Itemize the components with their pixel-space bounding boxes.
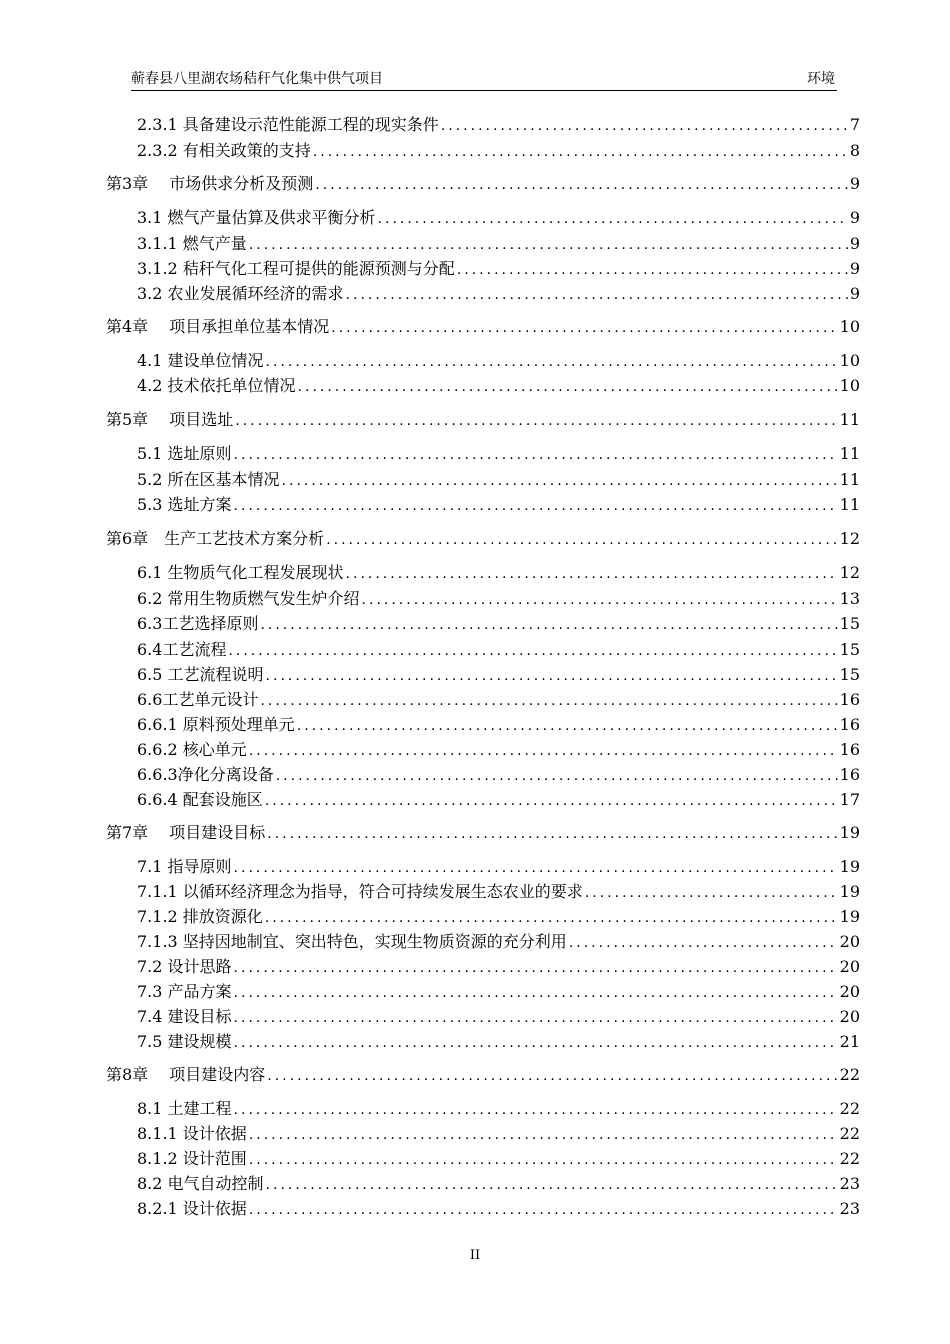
toc-entry-title: 7.1 指导原则 — [137, 857, 232, 876]
toc-entry-page-number: 15 — [839, 665, 860, 684]
toc-entry-title: 第3章 市场供求分析及预测 — [106, 174, 314, 193]
toc-entry-title: 6.6.4 配套设施区 — [137, 790, 263, 809]
dot-leader — [234, 495, 838, 517]
toc-entry-title: 4.1 建设单位情况 — [137, 351, 264, 370]
dot-leader — [267, 1065, 837, 1087]
toc-chapter-entry[interactable] — [106, 822, 860, 844]
dot-leader — [298, 376, 838, 398]
toc-entry-page-number: 22 — [839, 1149, 860, 1168]
toc-entry-title: 3.1 燃气产量估算及供求平衡分析 — [137, 208, 376, 227]
dot-leader — [362, 589, 838, 611]
toc-entry-page-number: 20 — [839, 1007, 860, 1026]
toc-entry[interactable] — [137, 233, 860, 255]
toc-entry-page-number: 9 — [849, 208, 860, 227]
dot-leader — [282, 470, 838, 492]
toc-entry[interactable] — [137, 1123, 860, 1145]
toc-entry-page-number: 9 — [849, 284, 860, 303]
toc-entry-title: 第7章 项目建设目标 — [106, 823, 266, 842]
dot-leader — [331, 317, 837, 339]
toc-entry-page-number: 16 — [839, 715, 860, 734]
toc-entry-title: 2.3.2 有相关政策的支持 — [137, 141, 311, 160]
toc-entry-title: 3.1.2 秸秆气化工程可提供的能源预测与分配 — [137, 259, 455, 278]
toc-entry-page-number: 20 — [839, 932, 860, 951]
toc-entry-title: 2.3.1 具备建设示范性能源工程的现实条件 — [137, 115, 439, 134]
dot-leader — [260, 690, 837, 712]
toc-entry-page-number: 21 — [839, 1032, 860, 1051]
dot-leader — [266, 1174, 838, 1196]
toc-entry-title: 6.3工艺选择原则 — [137, 614, 259, 633]
dot-leader — [260, 614, 837, 636]
toc-entry-page-number: 23 — [839, 1174, 860, 1193]
dot-leader — [276, 765, 838, 787]
toc-entry-title: 第5章 项目选址 — [106, 410, 234, 429]
dot-leader — [315, 174, 848, 196]
dot-leader — [249, 740, 838, 762]
dot-leader — [234, 982, 838, 1004]
toc-entry-page-number: 11 — [839, 444, 860, 463]
toc-entry-page-number: 16 — [839, 740, 860, 759]
toc-entry-page-number: 16 — [839, 765, 860, 784]
toc-entry[interactable] — [137, 789, 860, 811]
toc-entry[interactable] — [137, 906, 860, 928]
dot-leader — [234, 1099, 838, 1121]
toc-entry-title: 6.2 常用生物质燃气发生炉介绍 — [137, 589, 360, 608]
header-right-label: 环境 — [807, 71, 835, 87]
toc-entry-title: 6.5 工艺流程说明 — [137, 665, 264, 684]
toc-entry-title: 7.3 产品方案 — [137, 982, 232, 1001]
dot-leader — [346, 284, 848, 306]
toc-entry[interactable] — [137, 114, 860, 136]
toc-entry-page-number: 11 — [839, 410, 860, 429]
toc-entry-title: 6.6工艺单元设计 — [137, 690, 259, 709]
toc-entry[interactable] — [137, 664, 860, 686]
toc-entry-title: 5.3 选址方案 — [137, 495, 232, 514]
page-number: II — [469, 1248, 481, 1263]
toc-entry-title: 第8章 项目建设内容 — [106, 1065, 266, 1084]
toc-entry-page-number: 12 — [839, 529, 860, 548]
toc-entry-title: 4.2 技术依托单位情况 — [137, 376, 296, 395]
toc-chapter-entry[interactable] — [106, 528, 860, 550]
dot-leader — [569, 932, 838, 954]
toc-entry-title: 3.2 农业发展循环经济的需求 — [137, 284, 344, 303]
toc-entry-title: 7.5 建设规模 — [137, 1032, 232, 1051]
dot-leader — [266, 351, 838, 373]
toc-entry[interactable] — [137, 981, 860, 1003]
toc-entry-page-number: 15 — [839, 614, 860, 633]
toc-entry[interactable] — [137, 375, 860, 397]
toc-entry-page-number: 22 — [839, 1099, 860, 1118]
toc-entry-title: 第4章 项目承担单位基本情况 — [106, 317, 330, 336]
dot-leader — [234, 1007, 838, 1029]
toc-entry-page-number: 22 — [839, 1124, 860, 1143]
toc-entry[interactable] — [137, 140, 860, 162]
dot-leader — [234, 857, 838, 879]
toc-entry-title: 8.1.2 设计范围 — [137, 1149, 247, 1168]
toc-entry[interactable] — [137, 639, 860, 661]
dot-leader — [267, 823, 837, 845]
toc-entry-title: 7.2 设计思路 — [137, 957, 232, 976]
toc-entry-page-number: 19 — [839, 882, 860, 901]
toc-entry[interactable] — [137, 714, 860, 736]
dot-leader — [346, 563, 838, 585]
toc-entry-title: 6.6.2 核心单元 — [137, 740, 247, 759]
toc-entry-title: 6.6.1 原料预处理单元 — [137, 715, 295, 734]
toc-entry[interactable] — [137, 739, 860, 761]
toc-chapter-entry[interactable] — [106, 173, 860, 195]
dot-leader — [228, 640, 837, 662]
dot-leader — [249, 1199, 838, 1221]
toc-entry-title: 8.2 电气自动控制 — [137, 1174, 264, 1193]
toc-entry[interactable] — [137, 350, 860, 372]
toc-entry-page-number: 10 — [839, 317, 860, 336]
toc-chapter-entry[interactable] — [106, 1064, 860, 1086]
toc-entry-title: 5.2 所在区基本情况 — [137, 470, 280, 489]
toc-entry-page-number: 16 — [839, 690, 860, 709]
toc-entry-title: 6.1 生物质气化工程发展现状 — [137, 563, 344, 582]
dot-leader — [326, 529, 837, 551]
dot-leader — [266, 665, 838, 687]
toc-entry[interactable] — [137, 1006, 860, 1028]
dot-leader — [234, 957, 838, 979]
toc-chapter-entry[interactable] — [106, 316, 860, 338]
toc-entry-title: 6.4工艺流程 — [137, 640, 227, 659]
page-header — [131, 64, 837, 91]
toc-entry-title: 3.1.1 燃气产量 — [137, 234, 247, 253]
toc-entry-title: 第6章 生产工艺技术方案分析 — [106, 529, 325, 548]
dot-leader — [265, 790, 838, 812]
toc-entry[interactable] — [137, 1198, 860, 1220]
toc-entry-title: 8.1 土建工程 — [137, 1099, 232, 1118]
toc-entry[interactable] — [137, 469, 860, 491]
toc-entry-page-number: 9 — [849, 234, 860, 253]
toc-entry-page-number: 19 — [839, 857, 860, 876]
dot-leader — [585, 882, 838, 904]
toc-entry[interactable] — [137, 283, 860, 305]
toc-entry-page-number: 17 — [839, 790, 860, 809]
dot-leader — [234, 1032, 838, 1054]
dot-leader — [378, 208, 848, 230]
toc-entry-page-number: 19 — [839, 823, 860, 842]
toc-entry[interactable] — [137, 1098, 860, 1120]
toc-entry[interactable] — [137, 1148, 860, 1170]
toc-entry-page-number: 23 — [839, 1199, 860, 1218]
toc-entry-page-number: 10 — [839, 351, 860, 370]
toc-entry[interactable] — [137, 881, 860, 903]
dot-leader — [235, 410, 837, 432]
toc-entry-page-number: 9 — [849, 259, 860, 278]
toc-entry[interactable] — [137, 856, 860, 878]
dot-leader — [249, 234, 848, 256]
dot-leader — [457, 259, 848, 281]
toc-entry[interactable] — [137, 258, 860, 280]
toc-entry[interactable] — [137, 764, 860, 786]
toc-entry[interactable] — [137, 588, 860, 610]
toc-entry[interactable] — [137, 956, 860, 978]
toc-entry-title: 7.4 建设目标 — [137, 1007, 232, 1026]
dot-leader — [234, 444, 838, 466]
toc-entry-page-number: 11 — [839, 495, 860, 514]
toc-entry-title: 5.1 选址原则 — [137, 444, 232, 463]
toc-entry[interactable] — [137, 1031, 860, 1053]
toc-entry-page-number: 15 — [839, 640, 860, 659]
toc-entry[interactable] — [137, 1173, 860, 1195]
toc-entry[interactable] — [137, 207, 860, 229]
toc-entry[interactable] — [137, 931, 860, 953]
toc-entry-title: 7.1.1 以循环经济理念为指导，符合可持续发展生态农业的要求 — [137, 882, 583, 901]
toc-entry-page-number: 19 — [839, 907, 860, 926]
toc-entry[interactable] — [137, 613, 860, 635]
toc-entry-title: 6.6.3净化分离设备 — [137, 765, 274, 784]
dot-leader — [297, 715, 838, 737]
header-title: 蕲春县八里湖农场秸秆气化集中供气项目 — [131, 71, 383, 87]
toc-chapter-entry[interactable] — [106, 409, 860, 431]
toc-entry-title: 8.2.1 设计依据 — [137, 1199, 247, 1218]
toc-entry[interactable] — [137, 494, 860, 516]
toc-entry[interactable] — [137, 562, 860, 584]
toc-entry-page-number: 20 — [839, 982, 860, 1001]
toc-entry-page-number: 7 — [849, 115, 860, 134]
toc-entry[interactable] — [137, 689, 860, 711]
toc-entry-title: 7.1.3 坚持因地制宜、突出特色，实现生物质资源的充分利用 — [137, 932, 567, 951]
dot-leader — [441, 115, 848, 137]
dot-leader — [313, 141, 848, 163]
toc-entry[interactable] — [137, 443, 860, 465]
toc-entry-page-number: 12 — [839, 563, 860, 582]
toc-entry-page-number: 20 — [839, 957, 860, 976]
toc-entry-page-number: 9 — [849, 174, 860, 193]
toc-entry-page-number: 22 — [839, 1065, 860, 1084]
toc-entry-page-number: 11 — [839, 470, 860, 489]
toc-entry-page-number: 10 — [839, 376, 860, 395]
dot-leader — [249, 1149, 838, 1171]
toc-entry-page-number: 13 — [839, 589, 860, 608]
toc-entry-title: 8.1.1 设计依据 — [137, 1124, 247, 1143]
toc-entry-title: 7.1.2 排放资源化 — [137, 907, 263, 926]
toc-entry-page-number: 8 — [849, 141, 860, 160]
dot-leader — [265, 907, 838, 929]
dot-leader — [249, 1124, 838, 1146]
